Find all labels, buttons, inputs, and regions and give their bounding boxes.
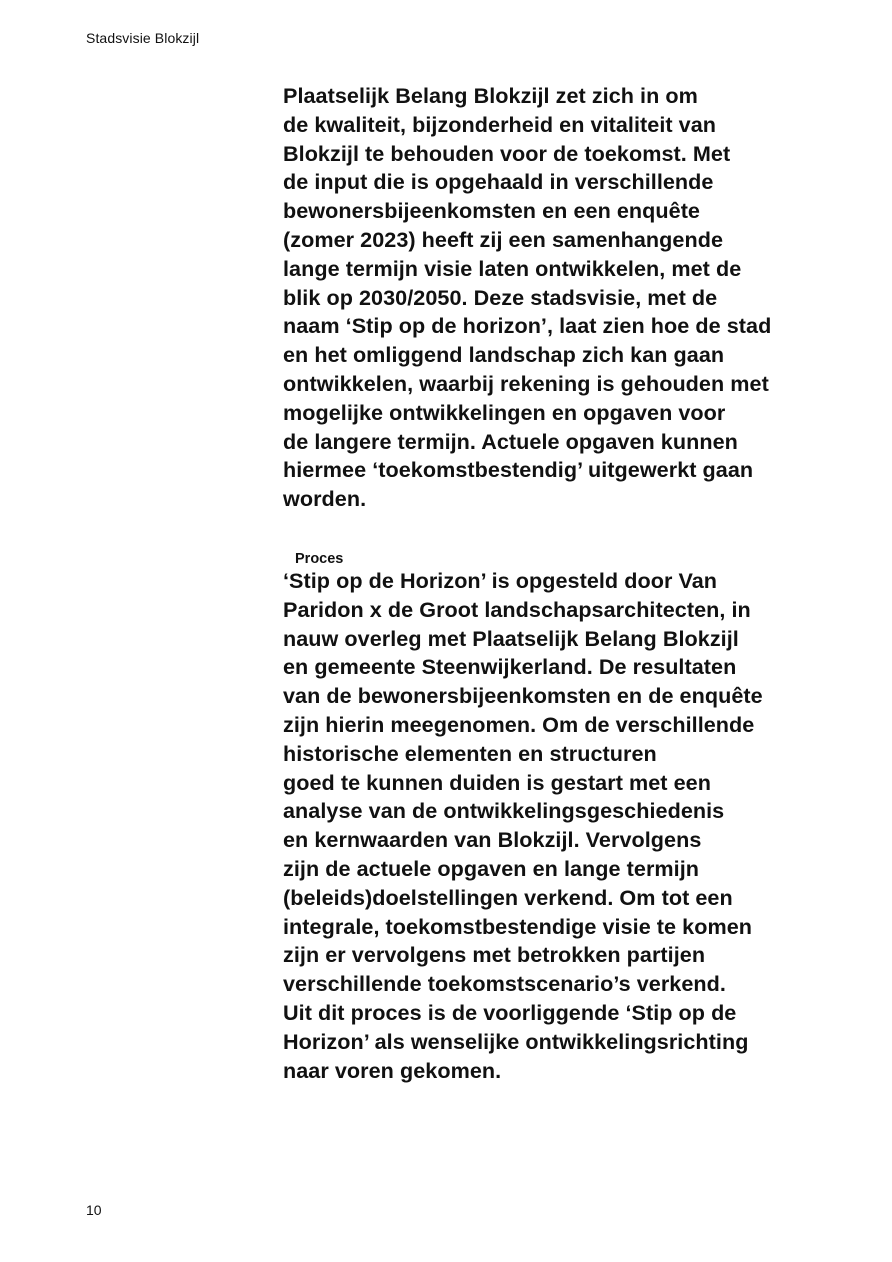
running-header-title: Stadsvisie Blokzijl	[86, 30, 200, 46]
paragraph-line: (beleids)doelstellingen verkend. Om tot een	[283, 884, 733, 910]
section-heading-proces: Proces	[295, 551, 344, 567]
paragraph-line: Horizon’ als wenselijke ontwikkelingsrichting	[283, 1028, 749, 1054]
intro-paragraph	[283, 82, 843, 514]
paragraph-line: en het omliggend landschap zich kan gaan	[283, 342, 725, 368]
paragraph-line: ‘Stip op de Horizon’ is opgesteld door Van	[283, 568, 718, 593]
paragraph-line: nauw overleg met Plaatselijk Belang Blokzijl	[283, 625, 739, 651]
paragraph-line: mogelijke ontwikkelingen en opgaven voor	[283, 399, 726, 425]
paragraph-line: Paridon x de Groot landschapsarchitecten, in	[283, 596, 751, 622]
paragraph-line: naam ‘Stip op de horizon’, laat zien hoe de stad	[283, 313, 772, 339]
paragraph-line: zijn de actuele opgaven en lange termijn	[283, 855, 699, 881]
paragraph-line: naar voren gekomen.	[283, 1057, 502, 1083]
paragraph-line: analyse van de ontwikkelingsgeschiedenis	[283, 798, 725, 824]
paragraph-line: zijn er vervolgens met betrokken partijen	[283, 942, 706, 968]
paragraph-line: worden.	[283, 486, 367, 512]
paragraph-line: bewonersbijeenkomsten en een enquête	[283, 198, 700, 224]
paragraph-line: Blokzijl te behouden voor de toekomst. Met	[283, 140, 731, 166]
paragraph-line: en kernwaarden van Blokzijl. Vervolgens	[283, 827, 702, 853]
paragraph-line: blik op 2030/2050. Deze stadsvisie, met de	[283, 284, 718, 310]
paragraph-line: Uit dit proces is de voorliggende ‘Stip op de	[283, 999, 737, 1025]
paragraph-line: de kwaliteit, bijzonderheid en vitaliteit van	[283, 111, 717, 137]
paragraph-line: en gemeente Steenwijkerland. De resultaten	[283, 654, 737, 680]
paragraph-line: zijn hierin meegenomen. Om de verschillende	[283, 711, 755, 737]
proces-paragraph	[283, 567, 843, 1085]
paragraph-line: historische elementen en structuren	[283, 740, 657, 766]
paragraph-line: de langere termijn. Actuele opgaven kunnen	[283, 428, 738, 454]
page-number: 10	[86, 1202, 102, 1218]
paragraph-line: lange termijn visie laten ontwikkelen, met de	[283, 255, 742, 281]
paragraph-line: goed te kunnen duiden is gestart met een	[283, 769, 711, 795]
paragraph-line: van de bewonersbijeenkomsten en de enquête	[283, 683, 763, 709]
paragraph-line: integrale, toekomstbestendige visie te komen	[283, 913, 753, 939]
paragraph-line: verschillende toekomstscenario’s verkend.	[283, 971, 726, 997]
paragraph-line: (zomer 2023) heeft zij een samenhangende	[283, 226, 724, 252]
paragraph-line: Plaatselijk Belang Blokzijl zet zich in om	[283, 83, 698, 108]
paragraph-line: ontwikkelen, waarbij rekening is gehouden met	[283, 370, 769, 396]
paragraph-line: hiermee ‘toekomstbestendig’ uitgewerkt gaan	[283, 457, 754, 483]
paragraph-line: de input die is opgehaald in verschillende	[283, 169, 714, 195]
